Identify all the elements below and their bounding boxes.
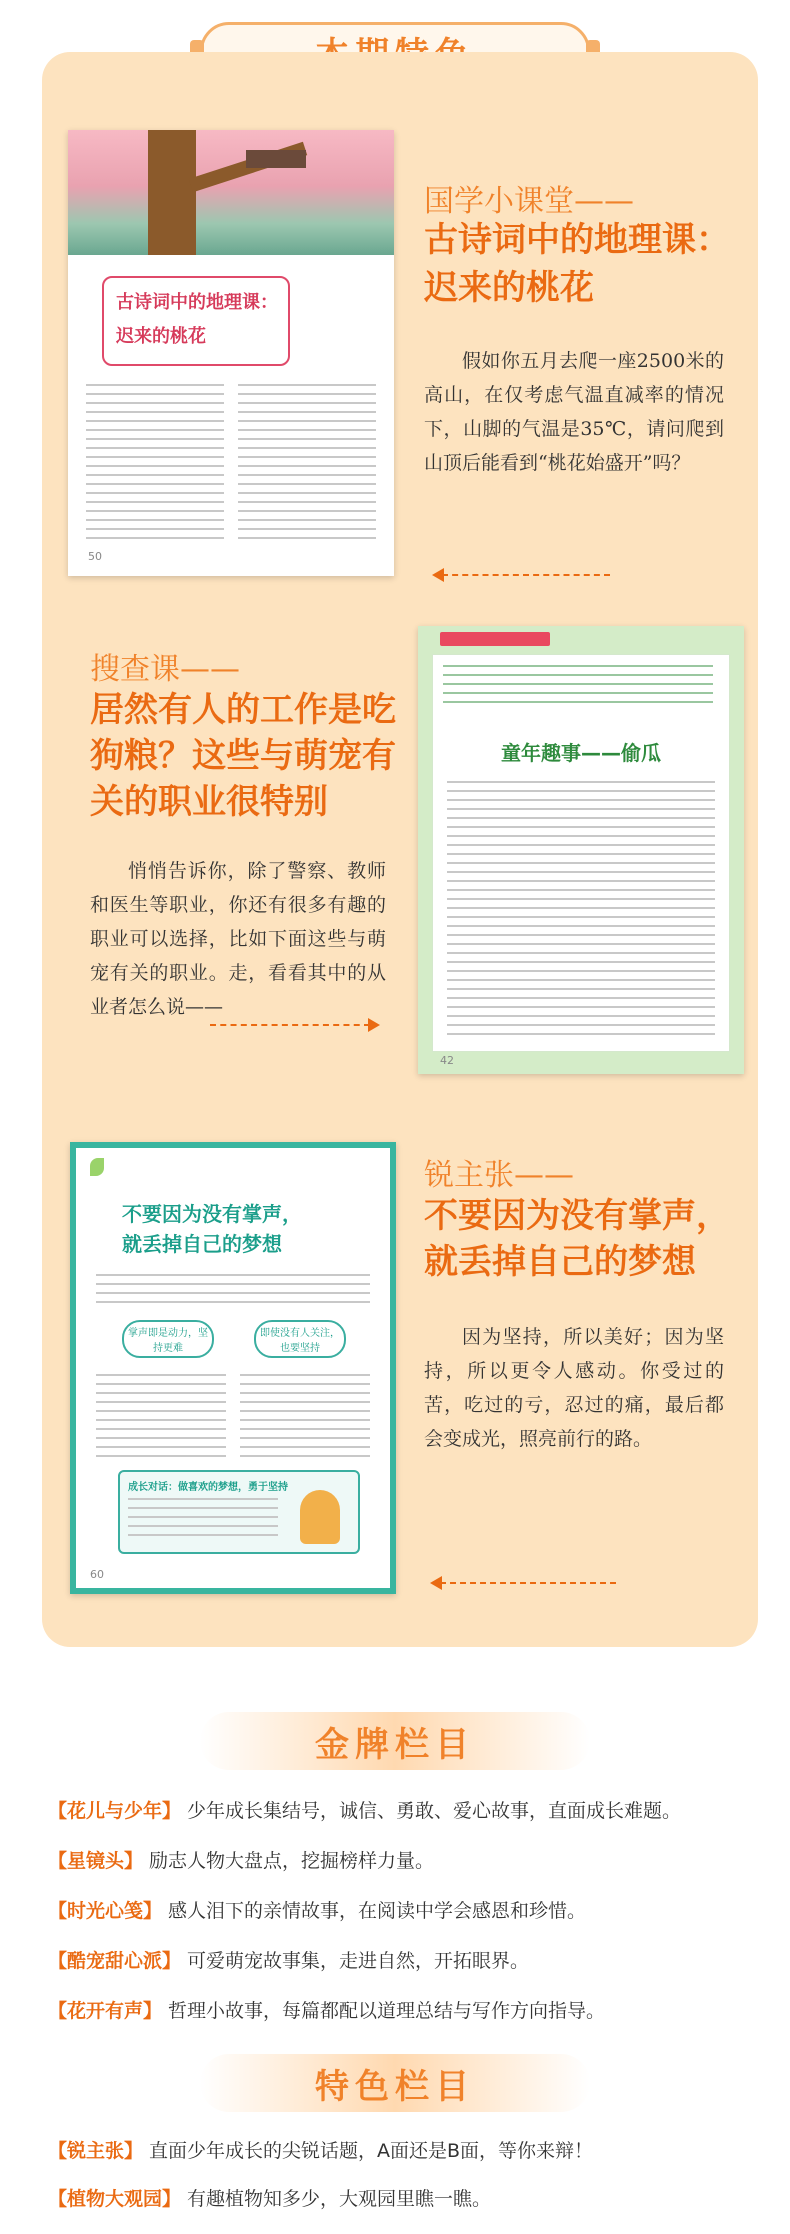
- feature-3-card[interactable]: [70, 1142, 396, 1594]
- gold-item-text: 励志人物大盘点，挖掘榜样力量。: [149, 1850, 435, 1872]
- special-item-tag: 【植物大观园】: [48, 2188, 182, 2210]
- feature-3-title-line-2: 就丢掉自己的梦想: [424, 1242, 696, 1282]
- text-lines-right: [238, 384, 376, 546]
- gold-item: [48, 1846, 434, 1873]
- intro-lines: [96, 1274, 370, 1310]
- card-page-number: 42: [440, 1054, 454, 1067]
- gold-item-tag: 【时光心笺】: [48, 1900, 163, 1922]
- gold-item-tag: 【酷宠甜心派】: [48, 1950, 182, 1972]
- bubble-right: 即使没有人关注，也要坚持: [254, 1320, 346, 1358]
- special-item-tag: 【锐主张】: [48, 2140, 144, 2162]
- gold-section-pill: [200, 1712, 590, 1770]
- gold-section-title: 金牌栏目: [315, 1724, 475, 1765]
- story-lines: [447, 781, 715, 1042]
- pavilion-icon: [246, 150, 306, 168]
- feature-2-title-line-3: 关的职业很特别: [90, 782, 328, 822]
- gold-item-tag: 【星镜头】: [48, 1850, 144, 1872]
- feature-1-title-line-2: 迟来的桃花: [424, 268, 594, 308]
- bubble-left: 掌声即是动力，坚持更难: [122, 1320, 214, 1358]
- gold-item-text: 哲理小故事，每篇都配以道理总结与写作方向指导。: [168, 2000, 606, 2022]
- feature-2-title-line-1: 居然有人的工作是吃: [90, 690, 396, 730]
- tree-trunk-icon: [148, 130, 196, 255]
- intro-lines: [443, 665, 713, 710]
- story-lines-right: [240, 1374, 370, 1464]
- boy-illustration-icon: [300, 1490, 340, 1544]
- card-title-line-2: 迟来的桃花: [116, 326, 206, 347]
- gold-item: [48, 1946, 529, 1973]
- gold-item: [48, 1896, 586, 1923]
- special-item: [48, 2184, 491, 2211]
- feature-1-kicker: 国学小课堂——: [424, 184, 634, 219]
- feature-1-card[interactable]: [68, 130, 394, 576]
- card-title-line-1: 不要因为没有掌声，: [122, 1202, 302, 1226]
- feature-1-title-line-1: 古诗词中的地理课：: [424, 220, 730, 260]
- gold-item-text: 可爱萌宠故事集，走进自然，开拓眼界。: [187, 1950, 530, 1972]
- feature-3-body: 因为坚持，所以美好；因为坚持，所以更令人感动。你受过的苦，吃过的亏，忍过的痛，最后都会变成光，照亮前行的路。: [424, 1326, 724, 1450]
- feature-3-arrow: [440, 1582, 616, 1584]
- card-page: [432, 654, 730, 1052]
- text-lines-left: [86, 384, 224, 546]
- feature-2-body: 悄悄告诉你，除了警察、教师和医生等职业，你还有很多有趣的职业可以选择，比如下面这些与萌宠有关的职业。走，看看其中的从业者怎么说——: [90, 860, 386, 1018]
- feature-2-card[interactable]: [418, 626, 744, 1074]
- feature-2-kicker: 搜查课——: [90, 652, 240, 687]
- gold-item-text: 少年成长集结号，诚信、勇敢、爱心故事，直面成长难题。: [187, 1800, 682, 1822]
- story-lines-left: [96, 1374, 226, 1464]
- dialog-box: [118, 1470, 360, 1554]
- feature-2-title-line-2: 狗粮？这些与萌宠有: [90, 736, 396, 776]
- card-title: 童年趣事——偷瓜: [501, 741, 661, 765]
- card-title-line-1: 古诗词中的地理课：: [116, 292, 278, 313]
- card-title-line-2: 就丢掉自己的梦想: [122, 1232, 282, 1256]
- gold-item: [48, 1796, 681, 1823]
- card-page-number: 50: [88, 550, 102, 563]
- special-item-text: 直面少年成长的尖锐话题，A面还是B面，等你来辩！: [149, 2140, 594, 2162]
- special-item-text: 有趣植物知多少，大观园里瞧一瞧。: [187, 2188, 492, 2210]
- dialog-box-title: 成长对话：做喜欢的梦想，勇于坚持: [128, 1482, 288, 1493]
- feature-3-kicker: 锐主张——: [424, 1158, 574, 1193]
- feature-2-arrow: [210, 1024, 370, 1026]
- dialog-lines: [128, 1498, 278, 1543]
- gold-item-tag: 【花开有声】: [48, 2000, 163, 2022]
- peach-tree-illustration: [68, 130, 394, 255]
- feature-1-body: 假如你五月去爬一座2500米的高山，在仅考虑气温直减率的情况下，山脚的气温是35℃，请问爬到山顶后能看到“桃花始盛开”吗？: [424, 350, 724, 474]
- card-page-number: 60: [90, 1568, 104, 1581]
- card-leaf-icon: [90, 1158, 104, 1176]
- special-section-pill: [200, 2054, 590, 2112]
- feature-1-arrow: [442, 574, 610, 576]
- card-logo-strip: [440, 632, 550, 646]
- gold-item-text: 感人泪下的亲情故事，在阅读中学会感恩和珍惜。: [168, 1900, 587, 1922]
- feature-3-title-line-1: 不要因为没有掌声，: [424, 1196, 730, 1236]
- special-item: [48, 2136, 593, 2163]
- gold-item-tag: 【花儿与少年】: [48, 1800, 182, 1822]
- gold-item: [48, 1996, 605, 2023]
- special-section-title: 特色栏目: [315, 2066, 475, 2107]
